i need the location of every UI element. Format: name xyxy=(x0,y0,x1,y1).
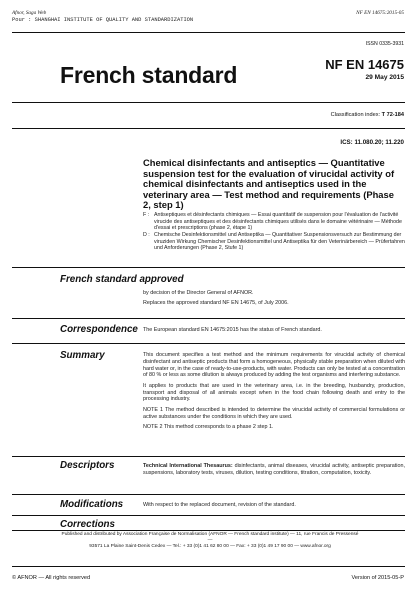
summary-note: NOTE 1 The method described is intended to determine the virucidal activity of commercial formulations or active substances under the conditions in which they are used. xyxy=(143,406,405,420)
publication-date: 29 May 2015 xyxy=(365,74,404,81)
mid-rule xyxy=(12,102,405,103)
footer-rule xyxy=(12,566,405,567)
thesaurus-terms: disinfectants, animal diseases, virucidal activity, antiseptic preparation, suspensions, laboratory tests, viruses, dilution, testing conditions, titration, computation, toxicity. xyxy=(143,463,405,476)
publisher-line: Published and distributed by Association Française de Normalisation (AFNOR — French standard institute) — 11, rue Francis de Pressensé — xyxy=(61,532,359,543)
lang-label: D : xyxy=(143,232,150,239)
modifications-rule xyxy=(12,494,405,495)
version: Version of 2015-05-P xyxy=(351,575,404,581)
approved-rule xyxy=(12,267,405,268)
header-watermark xyxy=(12,10,193,23)
classification-value: T 72-184 xyxy=(381,112,404,118)
summary-paragraph: This document specifies a test method and the minimum requirements for virucidal activity of chemical disinfectant and antiseptic products that form a homogeneous, physically stable preparation when diluted with hard water or, in the case of ready-to-use-products, with water. Products can only be tested at a concentration of 80 % or less as some dilution is always produced by adding the test organisms and interfering substance. xyxy=(143,352,405,379)
standard-title: Chemical disinfectants and antiseptics — Quantitative suspension test for the evaluation of virucidal activity of chemical disinfectants and antiseptics used in the veterinary area — Test method and requirements (Phase 2, step 1) xyxy=(143,157,395,211)
summary-note: NOTE 2 This method corresponds to a phase 2 step 1. xyxy=(143,423,274,430)
classification-index xyxy=(331,112,404,118)
publisher-line: 93571 La Plaine Saint-Denis Cedex — Tel.: + 33 (0)1 41 62 80 00 — Fax: + 33 (0)1 49 17 90 00 — www.afnor.org xyxy=(89,544,331,549)
descriptors-rule xyxy=(12,456,405,457)
summary-rule xyxy=(12,343,405,344)
approved-body xyxy=(143,290,405,311)
replaces-line: Replaces the approved standard NF EN 14675, of July 2006. xyxy=(143,300,289,307)
translation-german xyxy=(143,232,405,252)
document-reference: NF EN 14675:2015-05 xyxy=(356,10,404,16)
summary-paragraph: It applies to products that are used in the veterinary area, i.e. in the breeding, husbandry, production, transport and disposal of all animals except when in the food chain following death and entry to the processing industry. xyxy=(143,382,405,403)
modifications-text: With respect to the replaced document, revision of the standard. xyxy=(143,502,296,508)
approved-heading: French standard approved xyxy=(60,274,184,285)
thesaurus-label: Technical International Thesaurus: xyxy=(143,463,233,469)
descriptors-heading: Descriptors xyxy=(60,460,115,471)
corrections-heading: Corrections xyxy=(60,519,115,530)
summary-body xyxy=(143,352,405,434)
ics-rule xyxy=(12,128,405,129)
corrections-rule xyxy=(12,515,405,516)
correspondence-text: The European standard EN 14675:2015 has the status of French standard. xyxy=(143,327,322,333)
summary-heading: Summary xyxy=(60,350,105,361)
translation-text: Antiseptiques et désinfectants chimiques — Essai quantitatif de suspension pour l'évaluation de l'activité virucide des antiseptiques et des désinfectants chimiques utilisés dans le domaine vétérinaire — Méthode d'essai et prescriptions (phase 2, étape 1) xyxy=(154,212,402,232)
modifications-heading: Modifications xyxy=(60,499,124,510)
modifications-body xyxy=(143,502,405,512)
standard-number: NF EN 14675 xyxy=(325,57,404,72)
lang-label: F : xyxy=(143,212,150,218)
correspondence-body xyxy=(143,327,405,337)
approved-line: by decision of the Director General of AFNOR. xyxy=(143,290,254,296)
copyright: © AFNOR — All rights reserved xyxy=(12,575,91,581)
top-rule xyxy=(12,32,405,33)
translation-french xyxy=(143,212,405,232)
correspondence-heading: Correspondence xyxy=(60,324,138,335)
descriptors-text xyxy=(143,463,405,477)
licensee-line: Pour : SHANGHAI INSTITUTE OF QUALITY AND STANDARDIZATION xyxy=(12,16,194,23)
document-type-title: French standard xyxy=(60,62,238,88)
classification-label: Classification index: xyxy=(330,112,381,118)
ics-codes: ICS: 11.080.20; 11.220 xyxy=(340,139,404,146)
translation-text: Chemische Desinfektionsmittel und Antiseptika — Quantitativer Suspensionsversuch zur Bestimmung der viruziden Wirkung Chemischer Desinfektionsmittel und Antiseptika für den Veterinärbereich — Prüfertahren und Anforderungen (Phase 2, Stufe 1) xyxy=(154,232,405,252)
publisher-rule xyxy=(12,530,405,531)
descriptors-body xyxy=(143,463,405,480)
issn: ISSN 0335-3931 xyxy=(365,41,404,47)
watermark-line: Afnor, Saga Web xyxy=(12,10,47,16)
translated-titles xyxy=(143,212,405,253)
publisher-info xyxy=(60,532,360,550)
correspondence-rule xyxy=(12,318,405,319)
